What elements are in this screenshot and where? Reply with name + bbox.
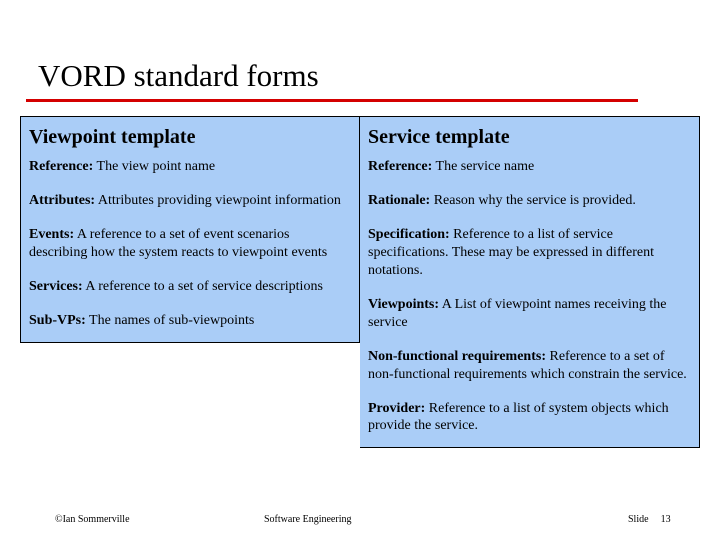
row-text: The names of sub-viewpoints	[89, 312, 255, 328]
table-row	[29, 312, 351, 342]
row-text: Reference to a list of system objects which provide the service.	[368, 400, 669, 434]
table-row	[368, 400, 691, 448]
row-label: Rationale:	[368, 193, 431, 209]
row-label: Events:	[29, 227, 75, 243]
viewpoint-template-header: Viewpoint template	[29, 126, 196, 148]
footer-slide-number	[628, 514, 671, 525]
slide-label: Slide	[628, 514, 649, 525]
row-label: Provider:	[368, 400, 426, 416]
row-label: Services:	[29, 279, 83, 295]
row-label: Specification:	[368, 227, 450, 243]
footer-copyright: ©Ian Sommerville	[55, 514, 130, 525]
row-text: Reference to a list of service specifications. These may be expressed in different notations.	[368, 227, 654, 279]
row-label: Viewpoints:	[368, 296, 440, 312]
viewpoint-template-table	[20, 116, 360, 343]
table-row	[29, 192, 351, 226]
row-label: Non-functional requirements:	[368, 348, 546, 364]
viewpoint-template-rows	[21, 158, 359, 341]
row-text: A List of viewpoint names receiving the service	[368, 296, 667, 330]
row-text: A reference to a set of event scenarios describing how the system reacts to viewpoint events	[29, 227, 328, 261]
row-label: Reference:	[368, 159, 433, 175]
row-label: Sub-VPs:	[29, 312, 86, 328]
title-underline-rule	[26, 99, 638, 102]
service-template-rows	[360, 158, 699, 447]
service-template-table	[360, 116, 700, 448]
table-row	[368, 158, 691, 192]
row-text: The view point name	[96, 159, 216, 175]
service-template-header: Service template	[368, 126, 510, 148]
standard-forms-tables	[20, 116, 700, 448]
row-text: Attributes providing viewpoint information	[97, 193, 341, 209]
row-text: Reference to a set of non-functional requirements which constrain the service.	[368, 348, 687, 382]
table-row	[368, 192, 691, 226]
page-title: VORD standard forms	[38, 58, 319, 93]
slide-footer	[0, 514, 720, 534]
row-text: Reason why the service is provided.	[433, 193, 636, 209]
table-row	[29, 158, 351, 192]
slide-number-value: 13	[660, 514, 671, 525]
row-text: The service name	[435, 159, 535, 175]
table-row	[368, 348, 691, 400]
table-row	[368, 296, 691, 348]
row-text: A reference to a set of service descriptions	[85, 279, 323, 295]
table-row	[29, 226, 351, 278]
row-label: Attributes:	[29, 193, 96, 209]
table-row	[29, 278, 351, 312]
footer-course-title: Software Engineering	[264, 514, 352, 525]
row-label: Reference:	[29, 159, 94, 175]
table-row	[368, 226, 691, 296]
